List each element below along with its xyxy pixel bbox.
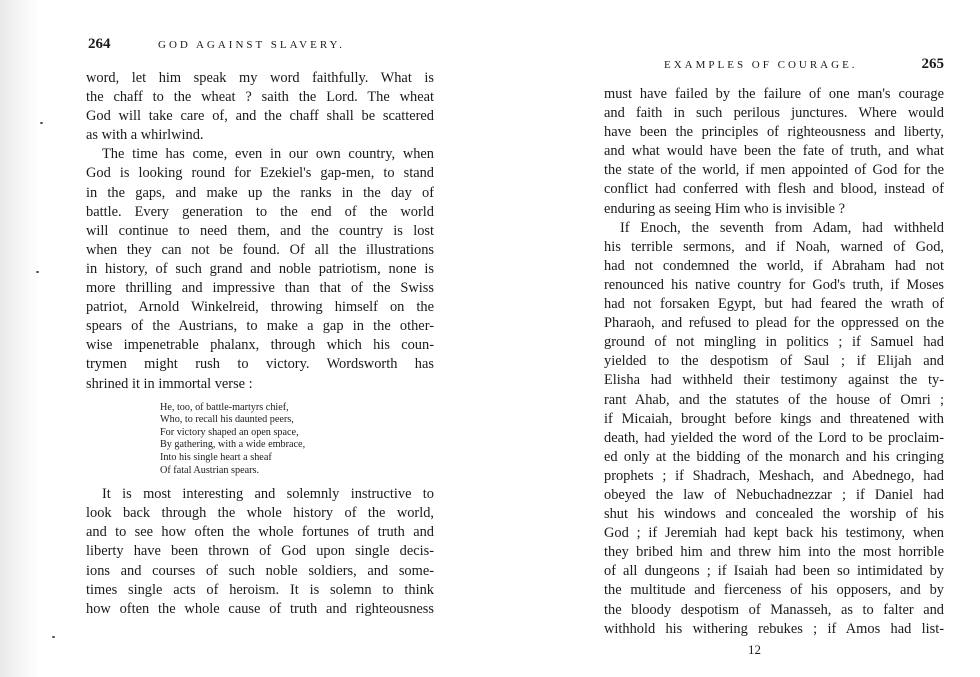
right-body-text bbox=[604, 85, 944, 639]
text-line: the chaff to the wheat ? saith the Lord. The wheat bbox=[86, 89, 434, 106]
text-line: had not condemned the world, if Abraham had not bbox=[604, 257, 944, 274]
text-line: shrined it in immortal verse : bbox=[86, 375, 253, 392]
ink-speck bbox=[40, 122, 43, 124]
ink-speck bbox=[52, 636, 55, 638]
text-line: rant Ahab, and the statutes of the house of Omri ; bbox=[604, 391, 944, 408]
left-page bbox=[86, 0, 434, 677]
signature-mark: 12 bbox=[748, 642, 761, 657]
text-line: the bloody despotism of Manasseh, as to falter and bbox=[604, 601, 944, 618]
text-line: ground of not mingling in politics ; if Samuel had bbox=[604, 334, 944, 351]
left-paragraph-3 bbox=[86, 485, 434, 619]
text-line: wise impenetrable phalanx, through which his coun- bbox=[86, 337, 434, 354]
text-line: they bribed him and threw him into the most horrible bbox=[604, 544, 944, 561]
left-page-number: 264 bbox=[88, 36, 111, 52]
text-line: battle. Every generation to the end of the world bbox=[86, 203, 434, 220]
text-line: if Micaiah, brought before kings and threatened with bbox=[604, 410, 944, 427]
right-paragraph-1 bbox=[604, 85, 944, 219]
text-line: prophets ; if Shadrach, Meshach, and Abednego, had bbox=[604, 467, 944, 484]
text-line: withhold his withering rebukes ; if Amos had list- bbox=[604, 620, 944, 637]
text-line: in history, of such grand and noble patriotism, none is bbox=[86, 260, 434, 277]
right-paragraph-2 bbox=[604, 219, 944, 639]
text-line: death, had yielded the word of the Lord to be proclaim- bbox=[604, 429, 944, 446]
verse-quotation bbox=[160, 402, 434, 478]
text-line: how often the whole cause of truth and righteousness bbox=[86, 600, 434, 617]
right-running-head: EXAMPLES OF COURAGE. bbox=[664, 59, 858, 71]
text-line: God is looking round for Ezekiel's gap-men, to stand bbox=[86, 165, 434, 182]
text-line: must have failed by the failure of one man's courage bbox=[604, 86, 944, 102]
text-line: ions and courses of such noble soldiers, and some- bbox=[86, 562, 434, 579]
book-gutter-shadow bbox=[0, 0, 40, 677]
left-running-head: GOD AGAINST SLAVERY. bbox=[158, 39, 345, 51]
text-line: enduring as seeing Him who is invisible ? bbox=[604, 200, 846, 217]
text-line: and to see how often the whole fortunes of truth and bbox=[86, 524, 434, 541]
text-line: as with a whirlwind. bbox=[86, 127, 204, 144]
text-line: in the gaps, and make up the ranks in the day of bbox=[86, 184, 434, 201]
text-line: God ; if Jeremiah had kept back his testimony, when bbox=[604, 525, 944, 542]
text-line: and what would have been the fate of truth, and what bbox=[604, 143, 944, 160]
text-line: patriot, Arnold Winkelreid, throwing himself on the bbox=[86, 299, 434, 316]
text-line: spears of the Austrians, to make a gap in the other- bbox=[86, 318, 434, 335]
text-line: had not forsaken Egypt, but had feared the wrath of bbox=[604, 296, 944, 313]
verse-line: Of fatal Austrian spears. bbox=[160, 464, 260, 476]
text-line: yielded to the despotism of Saul ; if Elijah and bbox=[604, 353, 944, 370]
text-line: Pharaoh, and refused to plead for the oppressed on the bbox=[604, 315, 944, 332]
text-line: God will take care of, and the chaff shall be scattered bbox=[86, 108, 434, 125]
right-page-number: 265 bbox=[921, 56, 944, 72]
text-line: renounced his native country for God's truth, if Moses bbox=[604, 276, 944, 293]
text-line: The time has come, even in our own country, when bbox=[102, 146, 434, 163]
text-line: trymen might rush to victory. Wordsworth has bbox=[86, 356, 434, 373]
text-line: ed only at the bidding of the monarch and his cringing bbox=[604, 448, 944, 465]
text-line: shut his windows and concealed the worship of his bbox=[604, 506, 944, 523]
text-line: and faith in such perilous junctures. Where would bbox=[604, 105, 944, 122]
verse-line: Who, to recall his daunted peers, bbox=[160, 414, 294, 426]
text-line: when they can not be found. Of all the illustrations bbox=[86, 241, 434, 258]
left-body-text bbox=[86, 69, 434, 619]
verse-line: Into his single heart a sheaf bbox=[160, 451, 272, 463]
text-line: will continue to need them, and the country is lost bbox=[86, 222, 434, 239]
text-line: times single acts of heroism. It is solemn to think bbox=[86, 581, 434, 598]
text-line: of all dungeons ; if Isaiah had been so intimidated by bbox=[604, 563, 944, 580]
text-line: his terrible sermons, and if Noah, warned of God, bbox=[604, 238, 944, 255]
left-paragraph-1 bbox=[86, 69, 434, 145]
text-line: have been the principles of righteousness and liberty, bbox=[604, 124, 944, 141]
right-page bbox=[604, 0, 944, 677]
text-line: word, let him speak my word faithfully. What is bbox=[86, 70, 434, 86]
right-page-header bbox=[604, 56, 944, 76]
left-paragraph-2 bbox=[86, 145, 434, 393]
verse-line: By gathering, with a wide embrace, bbox=[160, 439, 306, 451]
text-line: look back through the whole history of the world, bbox=[86, 505, 434, 522]
text-line: It is most interesting and solemnly instructive to bbox=[102, 486, 434, 503]
text-line: more thrilling and impressive than that of the Swiss bbox=[86, 280, 434, 297]
verse-line: He, too, of battle-martyrs chief, bbox=[160, 401, 289, 413]
verse-line: For victory shaped an open space, bbox=[160, 426, 299, 438]
text-line: the multitude and fierceness of his opposers, and by bbox=[604, 582, 944, 599]
left-page-header bbox=[86, 36, 434, 56]
text-line: If Enoch, the seventh from Adam, had withheld bbox=[620, 219, 944, 236]
text-line: liberty have been thrown of God upon single decis- bbox=[86, 543, 434, 560]
text-line: Elisha had withheld their testimony against the ty- bbox=[604, 372, 944, 389]
text-line: obeyed the law of Nebuchadnezzar ; if Daniel had bbox=[604, 486, 944, 503]
ink-speck bbox=[36, 271, 39, 273]
text-line: conflict had conferred with flesh and blood, instead of bbox=[604, 181, 944, 198]
text-line: the state of the world, if men appointed of God for the bbox=[604, 162, 944, 179]
